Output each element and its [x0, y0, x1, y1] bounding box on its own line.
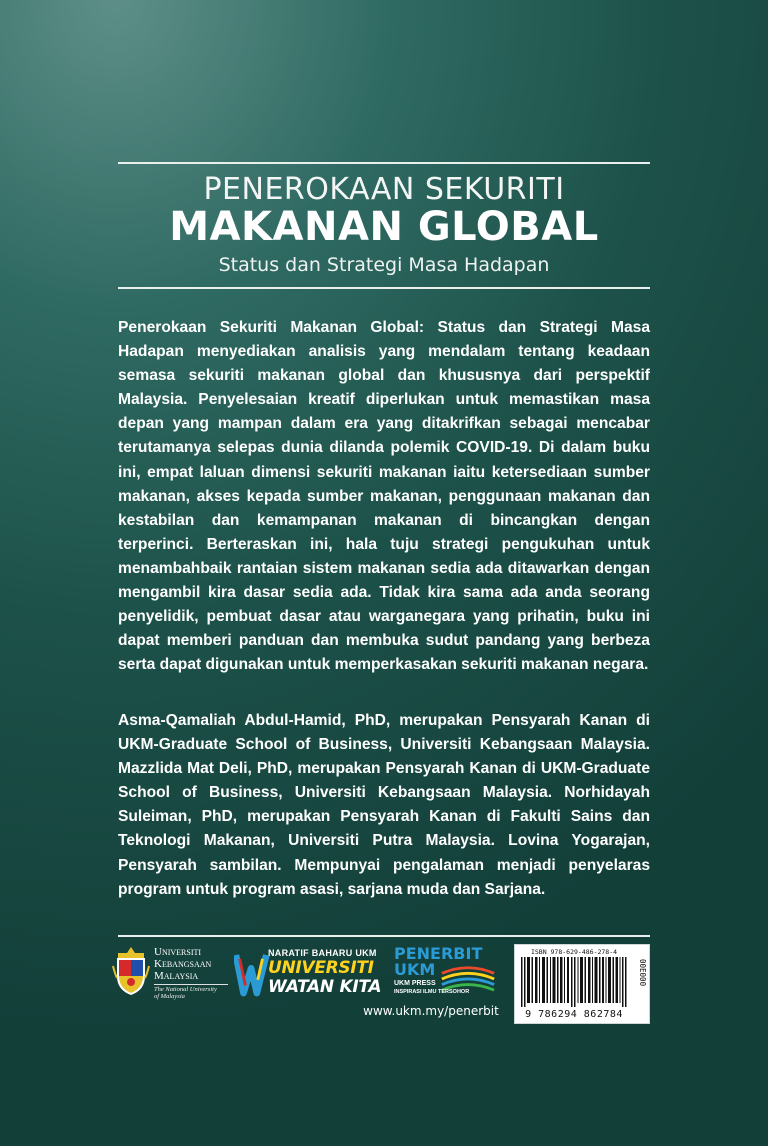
- subtitle: Status dan Strategi Masa Hadapan: [218, 254, 550, 276]
- ukm-logo: [112, 944, 234, 1004]
- book-blurb: Penerokaan Sekuriti Makanan Global: Status dan Strategi Masa Hadapan menyediakan analisis yang mendalam tentang keadaan semasa sekuriti makanan global dan khususnya dari perspektif Malaysia. Penyelesaian kreatif diperlukan untuk memastikan masa depan yang mampan dalam era yang ditakrifkan sebagai mencabar terutamanya selepas dunia dilanda polemik COVID-19. Di dalam buku ini, empat laluan dimensi sekuriti makanan iaitu ketersediaan sumber makanan, akses kepada sumber makanan, penggunaan makanan dan kestabilan dan kemampanan makanan di bincangkan dengan terperinci. Berteraskan ini, hala tuju strategi pengukuhan untuk menambahbaik rantaian sistem makanan sedia ada ditawarkan dengan mengambil kira dasar sedia ada. Tidak kira sama ada anda seorang penyelidik, pembuat dasar atau warganegara yang prihatin, buku ini dapat memberi panduan dan membuka sudut pandang yang berbeza serta dapat digunakan untuk memperkasakan sekuriti makanan negara.: [118, 319, 650, 674]
- title-line-1: PENEROKAAN SEKURITI: [203, 172, 565, 207]
- barcode-bars: [521, 957, 629, 1007]
- uwk-title-line-1: UNIVERSITI: [268, 958, 374, 978]
- title-line-2: MAKANAN GLOBAL: [169, 204, 599, 250]
- publisher-website[interactable]: www.ukm.my/penerbit: [363, 1004, 499, 1018]
- ukm-name-line-3: Malaysia: [154, 970, 199, 982]
- press-tagline: INSPIRASI ILMU TERSOHOR: [394, 989, 470, 995]
- press-title: PENERBIT: [394, 944, 483, 963]
- ukm-name-line-2: Kebangsaan: [154, 958, 212, 970]
- uwk-w-mark-icon: [234, 950, 272, 1000]
- isbn-barcode: [514, 944, 650, 1024]
- penerbit-ukm-logo: [394, 946, 504, 1006]
- author-bios: Asma-Qamaliah Abdul-Hamid, PhD, merupakan Pensyarah Kanan di UKM-Graduate School of Business, Universiti Kebangsaan Malaysia. Mazzlida Mat Deli, PhD, merupakan Pensyarah Kanan di UKM-Graduate School of Business, Universiti Kebangsaan Malaysia. Norhidayah Suleiman, PhD, merupakan Pensyarah Kanan di Fakulti Sains dan Teknologi Makanan, Universiti Putra Malaysia. Lovina Yogarajan, Pensyarah sambilan. Mempunyai pengalaman menjadi penyelaras program untuk program asasi, sarjana muda dan Sarjana.: [118, 712, 650, 898]
- uwk-title-line-2: WATAN KITA: [268, 977, 382, 997]
- top-rule: [118, 162, 650, 164]
- ukm-name: [154, 946, 211, 982]
- ukm-name-line-1: Universiti: [154, 946, 202, 958]
- price-code: 00E000: [638, 959, 647, 987]
- title-bottom-rule: [118, 287, 650, 289]
- press-ukm: UKM: [394, 960, 436, 979]
- uwk-tagline: NARATIF BAHARU UKM: [268, 948, 377, 958]
- universiti-watan-kita-logo: [234, 946, 389, 1002]
- ukm-subtitle-line-2: of Malaysia: [154, 993, 185, 1000]
- ukm-subtitle: [154, 984, 228, 1000]
- book-stripes-icon: [438, 964, 498, 992]
- footer-rule: [118, 935, 650, 937]
- ukm-subtitle-line-1: The National University: [154, 986, 217, 993]
- isbn-label: ISBN 978-629-486-278-4: [530, 948, 618, 956]
- press-subtitle: UKM PRESS: [394, 980, 436, 987]
- ukm-crest-icon: [112, 946, 150, 996]
- isbn-digits: 9 786294 862784: [525, 1009, 623, 1020]
